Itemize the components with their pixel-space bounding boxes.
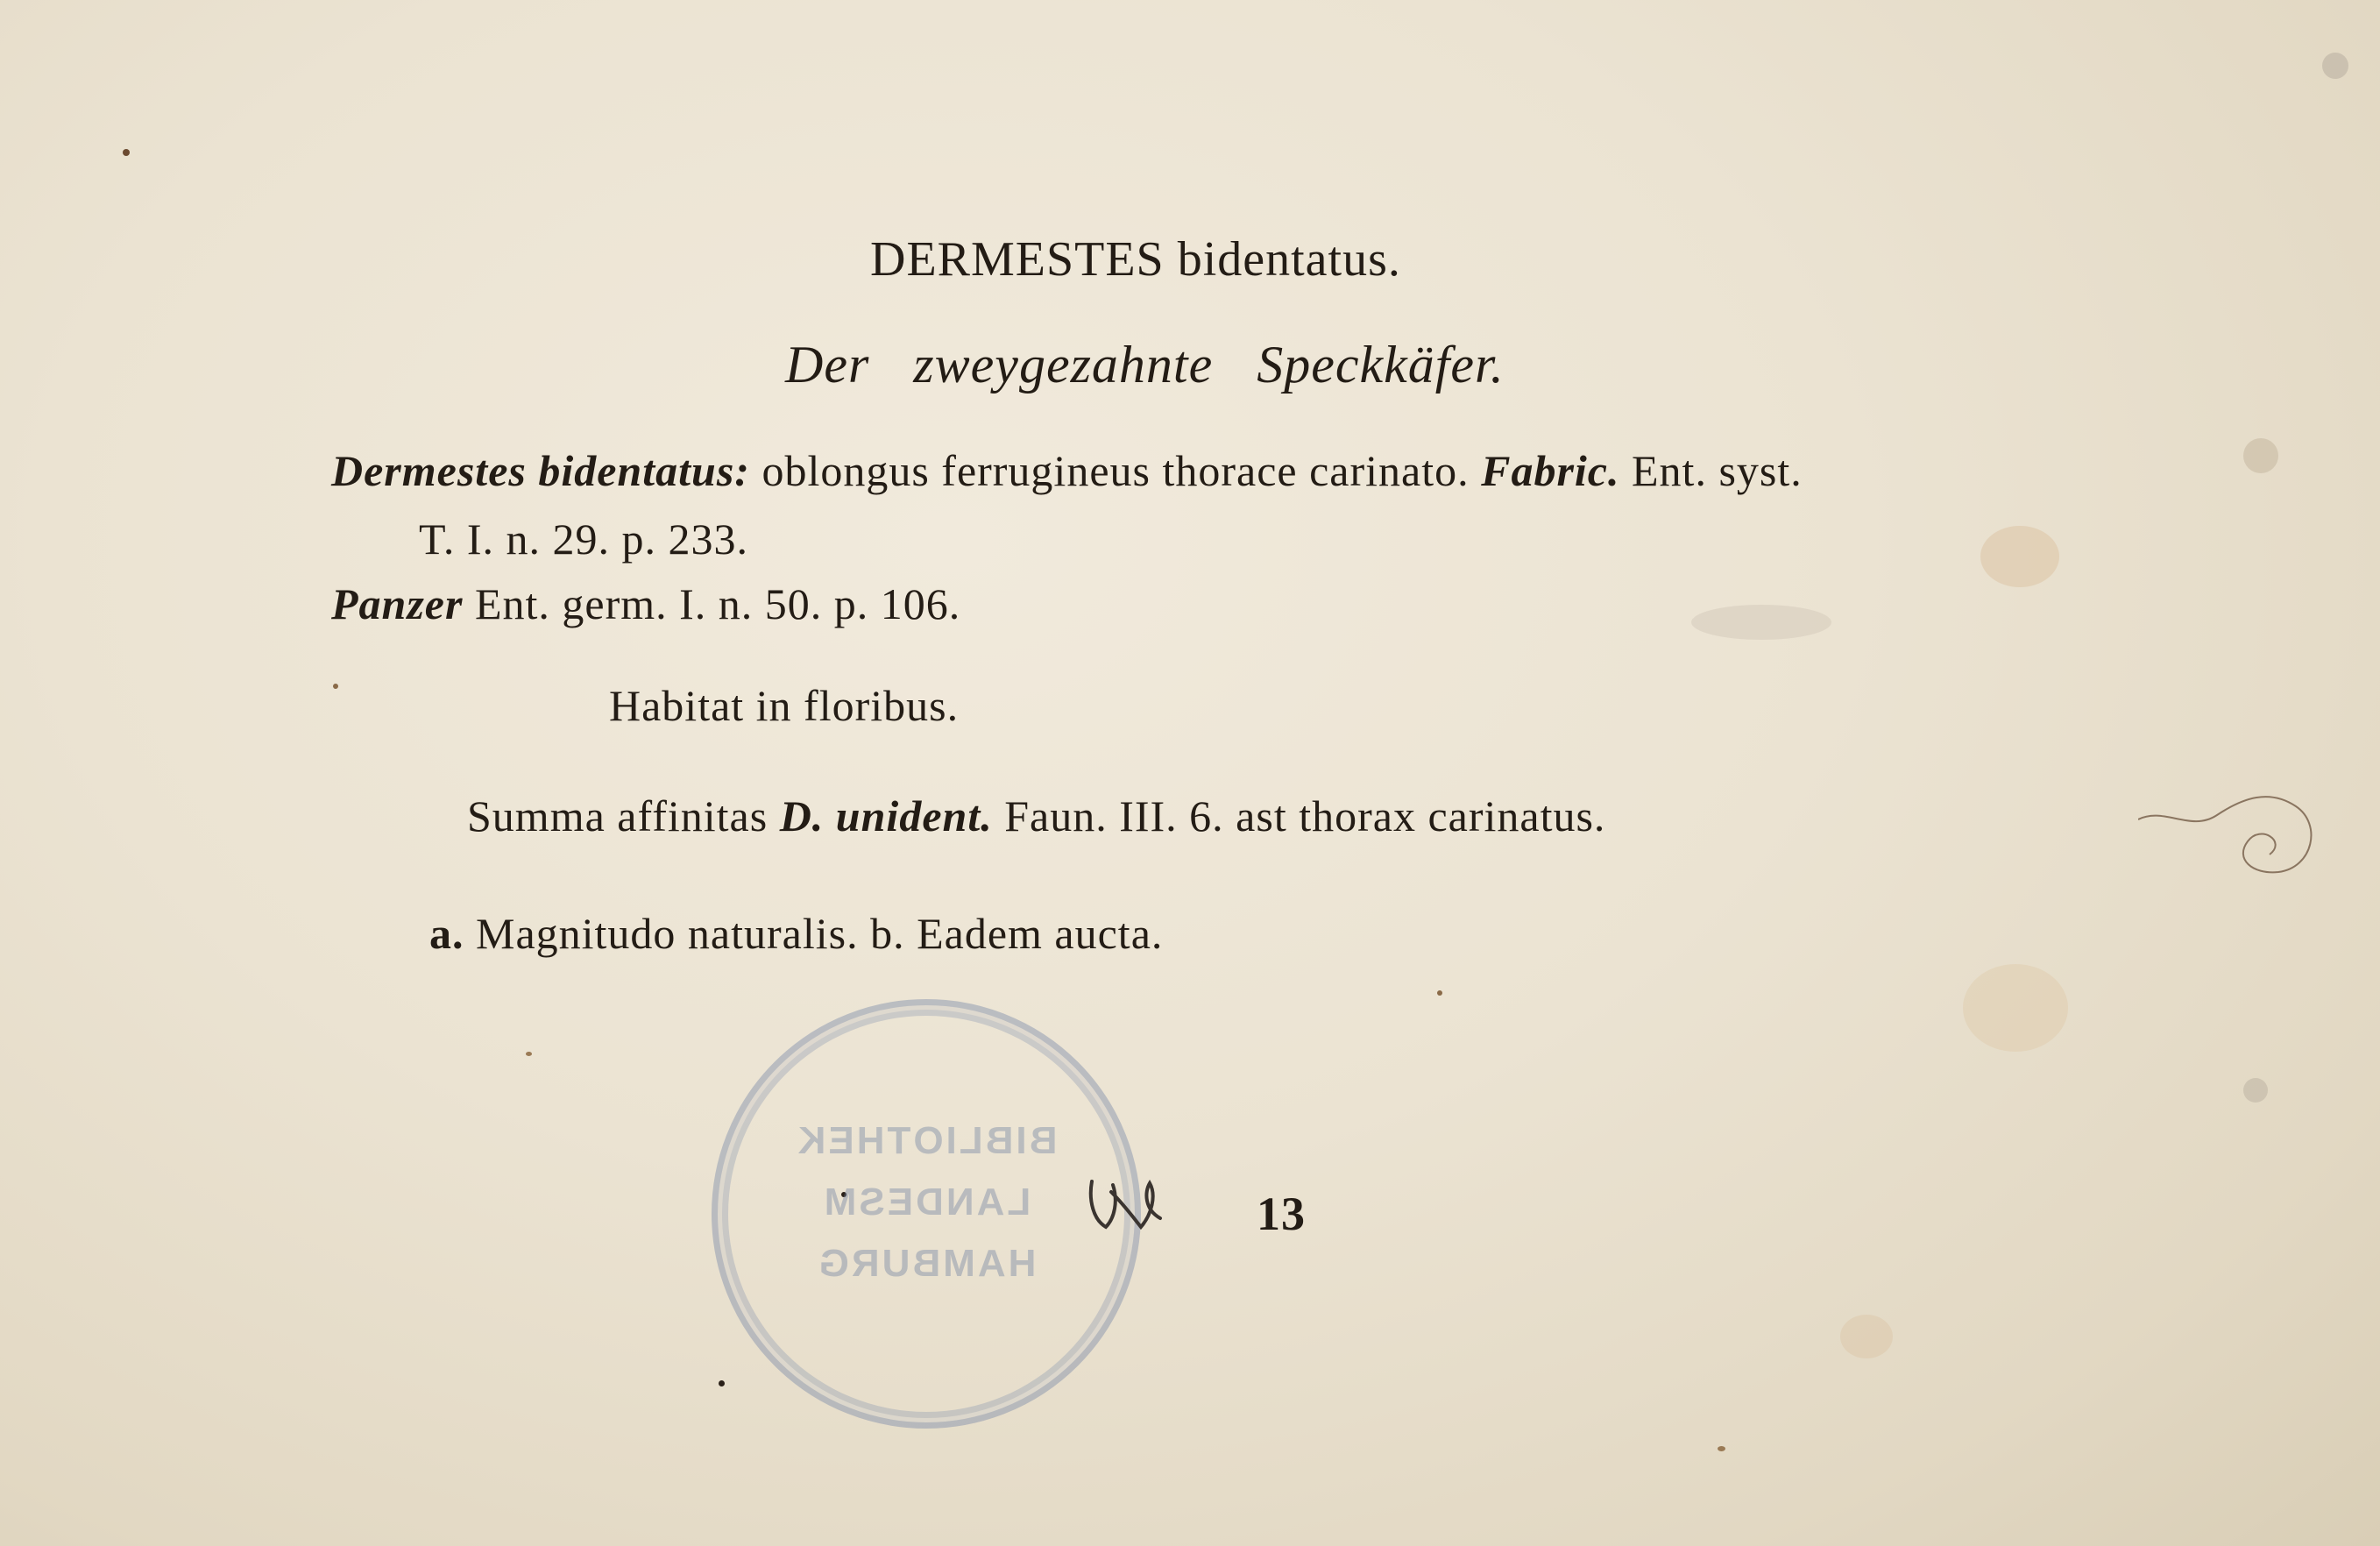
document-subtitle: Der zweygezahnte Speckkäfer. [785,336,1505,394]
ref2-author: Panzer [331,579,464,628]
paper-fleck [2243,1078,2268,1103]
affinity-species: D. unident. [779,791,993,840]
affinity-prefix: Summa affinitas [467,791,780,840]
affinity-line [467,791,1606,840]
document-title [870,232,1401,287]
ref1-source: Ent. syst. [1619,446,1803,495]
paper-fleck [1437,990,1442,996]
legend-label-a: a. [429,909,464,958]
paper-fleck [719,1380,725,1386]
legend-text: Magnitudo naturalis. b. Eadem aucta. [464,909,1164,958]
title-genus: DERMESTES [870,232,1165,287]
ref1-author: Fabric. [1469,446,1620,495]
ref1-species-name: Dermestes bidentatus: [331,446,750,495]
title-species: bidentatus. [1164,232,1401,287]
library-stamp [712,999,1141,1429]
stamp-line-1: BIBLIOTHEK [795,1119,1058,1162]
paper-fleck [2243,438,2278,473]
paper-fleck [333,684,338,689]
handwritten-mark-icon [1080,1166,1176,1245]
paper-fleck [1718,1446,1725,1451]
figure-legend [429,909,1164,958]
stamp-line-2: LANDESM [821,1181,1031,1223]
reference-line-2 [331,579,961,628]
paper-fleck [1840,1315,1893,1358]
paper-fleck [1691,605,1831,640]
ref1-description: oblongus ferrugineus thorace carinato. [749,446,1470,495]
ref2-source: Ent. germ. I. n. 50. p. 106. [463,579,961,628]
reference-line-1 [331,446,1803,495]
paper-hair-fiber-icon [2138,771,2331,894]
affinity-suffix: Faun. III. 6. ast thorax carinatus. [992,791,1606,840]
habitat-line: Habitat in floribus. [609,681,960,730]
reference-line-1-continued: T. I. n. 29. p. 233. [419,514,748,564]
page-number: 13 [1257,1188,1306,1240]
stamp-line-3: HAMBURG [816,1242,1037,1285]
paper-fleck [2322,53,2348,79]
paper-fleck [526,1052,532,1056]
paper-fleck [1963,964,2068,1052]
paper-fleck [1980,526,2059,587]
paper-fleck [123,149,130,156]
